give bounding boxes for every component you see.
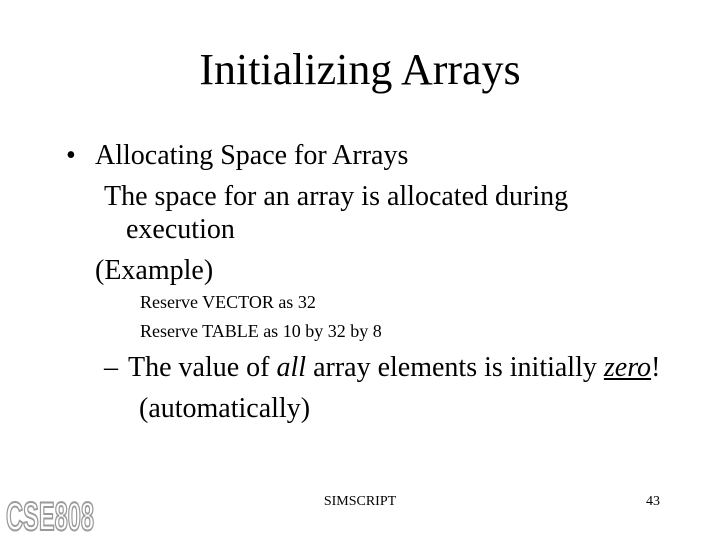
- sub-bullet-line-1: [128, 352, 660, 384]
- cse808-logo: [4, 490, 96, 539]
- sub-bullet-text-end: !: [651, 352, 661, 383]
- sub-bullet-line-2: (automatically): [139, 393, 311, 424]
- logo-text: CSE808: [6, 495, 95, 539]
- bullet-heading: Allocating Space for Arrays: [95, 140, 409, 171]
- sub-bullet-text-before: The value of: [128, 352, 277, 383]
- code-line-1: Reserve VECTOR as 32: [140, 292, 316, 312]
- sub-bullet-text-middle: array elements is initially: [306, 352, 604, 383]
- bullet-marker: •: [66, 140, 76, 171]
- code-line-2: Reserve TABLE as 10 by 32 by 8: [140, 321, 382, 341]
- example-label: (Example): [95, 255, 214, 286]
- bullet-body-line-2: execution: [126, 214, 235, 245]
- bullet-body-line-1: The space for an array is allocated during: [104, 181, 569, 212]
- slide-title: Initializing Arrays: [199, 45, 521, 94]
- emphasis-all: all: [276, 352, 307, 383]
- sub-bullet-marker: –: [104, 352, 118, 383]
- page-number: 43: [646, 494, 660, 509]
- emphasis-zero: zero: [603, 352, 652, 383]
- footer-title: SIMSCRIPT: [323, 494, 397, 509]
